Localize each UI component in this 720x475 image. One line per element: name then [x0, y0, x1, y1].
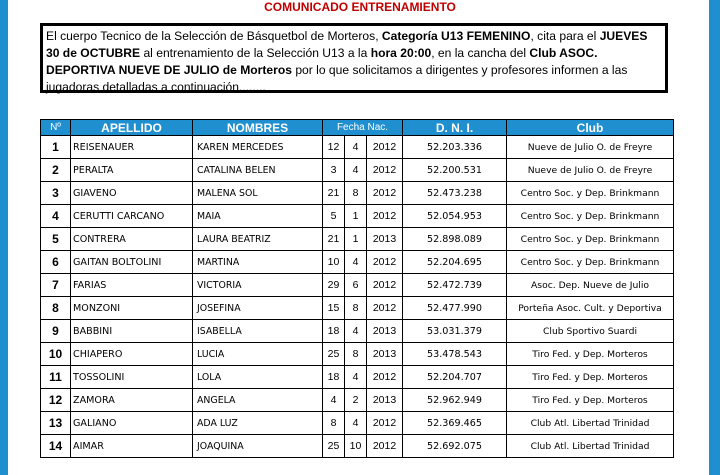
- birth-year-cell: 2012: [367, 435, 403, 458]
- birth-day-cell: 21: [323, 228, 345, 251]
- birth-month-cell: 4: [345, 159, 367, 182]
- nombres-cell: CATALINA BELEN: [193, 159, 323, 182]
- table-row: [41, 297, 674, 320]
- row-number: 3: [41, 182, 71, 205]
- row-number: 13: [41, 412, 71, 435]
- birth-month-cell: 4: [345, 320, 367, 343]
- dni-cell: 52.692.075: [403, 435, 507, 458]
- row-number: 11: [41, 366, 71, 389]
- apellido-cell: BABBINI: [71, 320, 193, 343]
- left-frame-bar: [0, 0, 8, 475]
- birth-month-cell: 4: [345, 251, 367, 274]
- dni-cell: 53.031.379: [403, 320, 507, 343]
- birth-day-cell: 10: [323, 251, 345, 274]
- birth-day-cell: 12: [323, 136, 345, 159]
- dni-cell: 52.203.336: [403, 136, 507, 159]
- table-row: [41, 320, 674, 343]
- table-row: [41, 435, 674, 458]
- players-table: [40, 119, 674, 458]
- club-cell: Tiro Fed. y Dep. Morteros: [507, 389, 674, 412]
- nombres-cell: LOLA: [193, 366, 323, 389]
- notice-box: [40, 23, 668, 93]
- birth-day-cell: 4: [323, 389, 345, 412]
- apellido-cell: MONZONI: [71, 297, 193, 320]
- birth-year-cell: 2012: [367, 366, 403, 389]
- row-number: 10: [41, 343, 71, 366]
- club-cell: Tiro Fed. y Dep. Morteros: [507, 366, 674, 389]
- header-apellido: APELLIDO: [71, 120, 193, 136]
- table-row: [41, 136, 674, 159]
- club-cell: Club Atl. Libertad Trinidad: [507, 412, 674, 435]
- row-number: 1: [41, 136, 71, 159]
- apellido-cell: CONTRERA: [71, 228, 193, 251]
- table-row: [41, 366, 674, 389]
- birth-day-cell: 18: [323, 320, 345, 343]
- apellido-cell: GIAVENO: [71, 182, 193, 205]
- birth-month-cell: 10: [345, 435, 367, 458]
- apellido-cell: PERALTA: [71, 159, 193, 182]
- club-cell: Club Sportivo Suardi: [507, 320, 674, 343]
- nombres-cell: MALENA SOL: [193, 182, 323, 205]
- birth-year-cell: 2013: [367, 343, 403, 366]
- header-dni: D. N. I.: [403, 120, 507, 136]
- birth-day-cell: 21: [323, 182, 345, 205]
- dni-cell: 52.204.707: [403, 366, 507, 389]
- birth-month-cell: 1: [345, 205, 367, 228]
- nombres-cell: ANGELA: [193, 389, 323, 412]
- nombres-cell: VICTORIA: [193, 274, 323, 297]
- birth-year-cell: 2012: [367, 136, 403, 159]
- nombres-cell: LUCIA: [193, 343, 323, 366]
- birth-year-cell: 2013: [367, 228, 403, 251]
- birth-year-cell: 2013: [367, 320, 403, 343]
- birth-year-cell: 2012: [367, 251, 403, 274]
- table-row: [41, 343, 674, 366]
- row-number: 5: [41, 228, 71, 251]
- table-row: [41, 274, 674, 297]
- birth-year-cell: 2012: [367, 205, 403, 228]
- club-cell: Tiro Fed. y Dep. Morteros: [507, 343, 674, 366]
- birth-year-cell: 2012: [367, 182, 403, 205]
- nombres-cell: KAREN MERCEDES: [193, 136, 323, 159]
- table-row: [41, 228, 674, 251]
- nombres-cell: MARTINA: [193, 251, 323, 274]
- birth-year-cell: 2012: [367, 274, 403, 297]
- birth-month-cell: 2: [345, 389, 367, 412]
- club-cell: Centro Soc. y Dep. Brinkmann: [507, 228, 674, 251]
- birth-day-cell: 29: [323, 274, 345, 297]
- club-cell: Centro Soc. y Dep. Brinkmann: [507, 182, 674, 205]
- row-number: 8: [41, 297, 71, 320]
- birth-year-cell: 2012: [367, 297, 403, 320]
- birth-day-cell: 18: [323, 366, 345, 389]
- table-row: [41, 389, 674, 412]
- notice-text-2: , cita para el: [530, 29, 600, 43]
- notice-text-1: El cuerpo Tecnico de la Selección de Básquetbol de Morteros,: [46, 29, 382, 43]
- birth-day-cell: 8: [323, 412, 345, 435]
- notice-text-3: al entrenamiento de la Selección U13 a la: [140, 46, 371, 60]
- birth-day-cell: 15: [323, 297, 345, 320]
- dni-cell: 52.204.695: [403, 251, 507, 274]
- birth-year-cell: 2012: [367, 159, 403, 182]
- club-cell: Centro Soc. y Dep. Brinkmann: [507, 251, 674, 274]
- table-row: [41, 205, 674, 228]
- header-number: Nº: [41, 120, 71, 136]
- birth-day-cell: 25: [323, 435, 345, 458]
- apellido-cell: GAITAN BOLTOLINI: [71, 251, 193, 274]
- club-cell: Nueve de Julio O. de Freyre: [507, 136, 674, 159]
- dni-cell: 52.477.990: [403, 297, 507, 320]
- dni-cell: 52.962.949: [403, 389, 507, 412]
- row-number: 6: [41, 251, 71, 274]
- birth-month-cell: 8: [345, 343, 367, 366]
- notice-category: Categoría U13 FEMENINO: [381, 29, 531, 43]
- birth-month-cell: 8: [345, 182, 367, 205]
- table-row: [41, 251, 674, 274]
- dni-cell: 52.472.739: [403, 274, 507, 297]
- header-club: Club: [507, 120, 674, 136]
- dni-cell: 52.369.465: [403, 412, 507, 435]
- notice-text-5: por lo que solicitamos a dirigentes y profesores informen a las jugadoras detalladas a continuación........: [46, 63, 628, 94]
- nombres-cell: JOSEFINA: [193, 297, 323, 320]
- table-row: [41, 412, 674, 435]
- birth-month-cell: 4: [345, 136, 367, 159]
- apellido-cell: AIMAR: [71, 435, 193, 458]
- apellido-cell: REISENAUER: [71, 136, 193, 159]
- notice-venue: Club ASOC. DEPORTIVA NUEVE DE JULIO de Morteros: [46, 46, 598, 77]
- table-header-row: [41, 120, 674, 136]
- nombres-cell: ADA LUZ: [193, 412, 323, 435]
- nombres-cell: MAIA: [193, 205, 323, 228]
- dni-cell: 52.898.089: [403, 228, 507, 251]
- dni-cell: 52.054.953: [403, 205, 507, 228]
- apellido-cell: GALIANO: [71, 412, 193, 435]
- row-number: 7: [41, 274, 71, 297]
- notice-text-4: , en la cancha del: [431, 46, 530, 60]
- club-cell: Asoc. Dep. Nueve de Julio: [507, 274, 674, 297]
- nombres-cell: LAURA BEATRIZ: [193, 228, 323, 251]
- birth-day-cell: 5: [323, 205, 345, 228]
- header-fecha-nac: Fecha Nac.: [323, 120, 403, 136]
- notice-time: hora 20:00: [370, 46, 432, 60]
- apellido-cell: CHIAPERO: [71, 343, 193, 366]
- row-number: 14: [41, 435, 71, 458]
- row-number: 2: [41, 159, 71, 182]
- nombres-cell: JOAQUINA: [193, 435, 323, 458]
- document-title: COMUNICADO ENTRENAMIENTO: [264, 0, 456, 14]
- table-row: [41, 159, 674, 182]
- club-cell: Porteña Asoc. Cult. y Deportiva: [507, 297, 674, 320]
- apellido-cell: CERUTTI CARCANO: [71, 205, 193, 228]
- dni-cell: 52.200.531: [403, 159, 507, 182]
- row-number: 9: [41, 320, 71, 343]
- birth-day-cell: 3: [323, 159, 345, 182]
- birth-month-cell: 4: [345, 366, 367, 389]
- nombres-cell: ISABELLA: [193, 320, 323, 343]
- club-cell: Club Atl. Libertad Trinidad: [507, 435, 674, 458]
- table-row: [41, 182, 674, 205]
- header-nombres: NOMBRES: [193, 120, 323, 136]
- right-frame-bar: [709, 0, 720, 475]
- apellido-cell: TOSSOLINI: [71, 366, 193, 389]
- birth-year-cell: 2012: [367, 412, 403, 435]
- birth-month-cell: 1: [345, 228, 367, 251]
- birth-month-cell: 4: [345, 412, 367, 435]
- dni-cell: 53.478.543: [403, 343, 507, 366]
- row-number: 4: [41, 205, 71, 228]
- apellido-cell: ZAMORA: [71, 389, 193, 412]
- row-number: 12: [41, 389, 71, 412]
- birth-year-cell: 2013: [367, 389, 403, 412]
- notice-date: JUEVES 30 de OCTUBRE: [46, 29, 648, 60]
- birth-month-cell: 8: [345, 297, 367, 320]
- birth-month-cell: 6: [345, 274, 367, 297]
- apellido-cell: FARIAS: [71, 274, 193, 297]
- dni-cell: 52.473.238: [403, 182, 507, 205]
- club-cell: Nueve de Julio O. de Freyre: [507, 159, 674, 182]
- birth-day-cell: 25: [323, 343, 345, 366]
- club-cell: Centro Soc. y Dep. Brinkmann: [507, 205, 674, 228]
